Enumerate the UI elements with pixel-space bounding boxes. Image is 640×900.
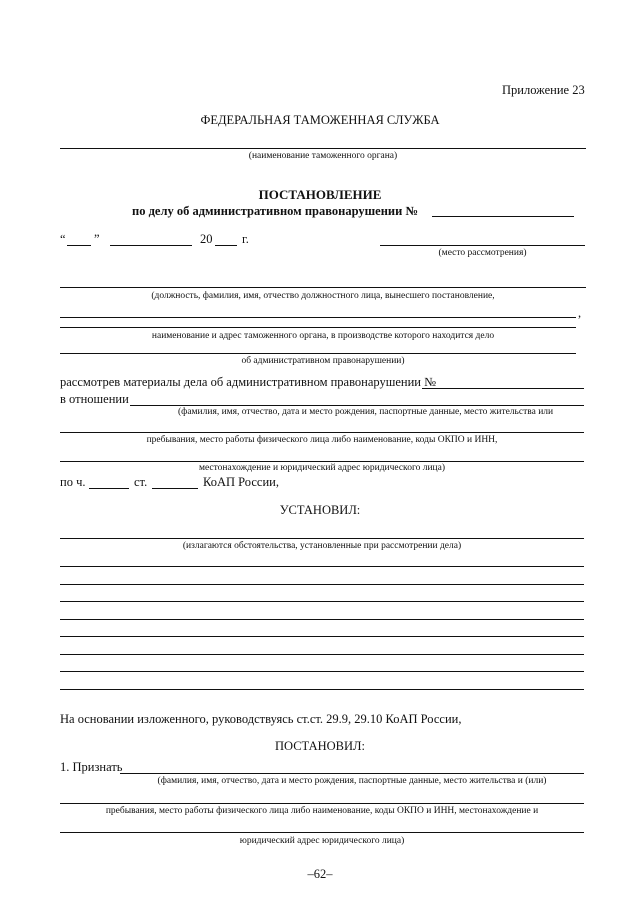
person-caption-1: (фамилия, имя, отчество, дата и место рождения, паспортные данные, место жительства или [178, 407, 554, 417]
customs-body-line[interactable] [60, 148, 586, 149]
date-close-quote: ” [94, 232, 100, 246]
circumstances-line-5[interactable] [60, 619, 584, 620]
article-part-label: по ч. [60, 475, 86, 489]
person-line-3[interactable] [60, 461, 584, 462]
case-line[interactable] [60, 353, 576, 354]
date-year-prefix: 20 [200, 232, 213, 246]
circumstances-line-7[interactable] [60, 654, 584, 655]
case-number-line[interactable] [432, 216, 574, 217]
date-year-suffix: г. [242, 232, 249, 246]
regarding-text: в отношении [60, 392, 129, 406]
doc-subtitle: по делу об административном правонарушении № [132, 204, 419, 218]
appendix-label: Приложение 23 [502, 83, 585, 97]
circumstances-line-8[interactable] [60, 671, 584, 672]
page-number: –62– [307, 867, 333, 881]
circumstances-line-1[interactable] [60, 538, 584, 539]
date-month-line[interactable] [110, 245, 192, 246]
considered-text: рассмотрев материалы дела об административном правонарушении № [60, 375, 437, 389]
resolved-heading: ПОСТАНОВИЛ: [275, 739, 365, 753]
person-caption-2: пребывания, место работы физического лица либо наименование, коды ОКПО и ИНН, [146, 435, 498, 445]
customs-addr-caption: наименование и адрес таможенного органа, в производстве которого находится дело [151, 331, 495, 341]
doc-title: ПОСТАНОВЛЕНИЕ [258, 187, 382, 202]
basis-text: На основании изложенного, руководствуясь ст.ст. 29.9, 29.10 КоАП России, [60, 712, 462, 726]
date-day-line[interactable] [67, 245, 91, 246]
customs-addr-line-2[interactable] [60, 327, 576, 328]
recognize-line-3[interactable] [60, 832, 584, 833]
considered-number-line[interactable] [422, 388, 584, 389]
circumstances-line-4[interactable] [60, 601, 584, 602]
recognize-line-1[interactable] [120, 773, 584, 774]
official-comma: , [578, 306, 582, 320]
date-open-quote: “ [60, 232, 66, 246]
regarding-line[interactable] [130, 405, 584, 406]
recognize-caption-1: (фамилия, имя, отчество, дата и место рождения, паспортные данные, место жительства и (или) [157, 776, 547, 786]
article-part-line[interactable] [89, 488, 129, 489]
customs-addr-line-1[interactable] [60, 317, 576, 318]
customs-body-caption: (наименование таможенного органа) [248, 151, 398, 161]
date-year-line[interactable] [215, 245, 237, 246]
case-caption: об административном правонарушении) [241, 356, 405, 366]
place-line[interactable] [380, 245, 585, 246]
official-line[interactable] [60, 287, 586, 288]
established-heading: УСТАНОВИЛ: [279, 503, 361, 517]
recognize-text: 1. Признать [60, 760, 123, 774]
circumstances-line-9[interactable] [60, 689, 584, 690]
recognize-line-2[interactable] [60, 803, 584, 804]
article-code-label: КоАП России, [203, 475, 279, 489]
circumstances-line-2[interactable] [60, 566, 584, 567]
circumstances-caption: (излагаются обстоятельства, установленные при рассмотрении дела) [182, 541, 462, 551]
place-caption: (место рассмотрения) [438, 248, 527, 258]
article-art-line[interactable] [152, 488, 198, 489]
official-caption: (должность, фамилия, имя, отчество должностного лица, вынесшего постановление, [151, 291, 495, 301]
recognize-caption-2: пребывания, место работы физического лица либо наименование, коды ОКПО и ИНН, местонахождение и [105, 806, 539, 816]
agency-name: ФЕДЕРАЛЬНАЯ ТАМОЖЕННАЯ СЛУЖБА [200, 113, 440, 127]
recognize-caption-3: юридический адрес юридического лица) [239, 836, 405, 846]
person-caption-3: местонахождение и юридический адрес юридического лица) [198, 463, 446, 473]
person-line-2[interactable] [60, 432, 584, 433]
circumstances-line-6[interactable] [60, 636, 584, 637]
article-art-label: ст. [134, 475, 148, 489]
circumstances-line-3[interactable] [60, 584, 584, 585]
